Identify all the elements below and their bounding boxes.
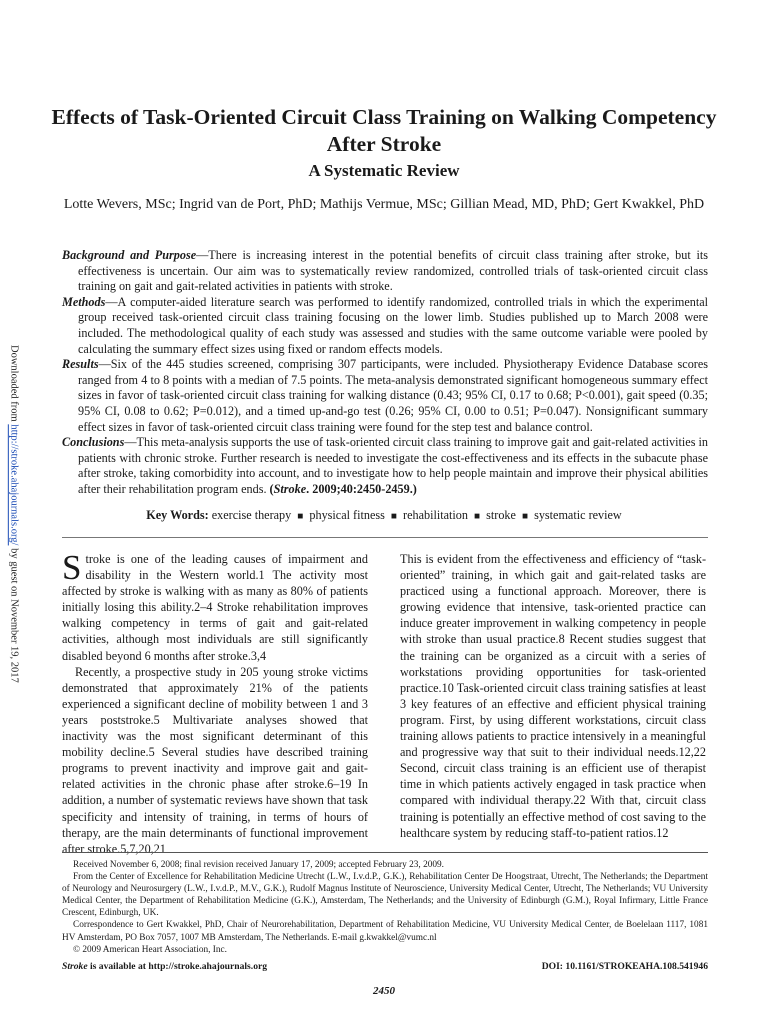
journal-footer — [62, 961, 708, 973]
paragraph-text: troke is one of the leading causes of impairment and disability in the Western world.1 The activity most affected by stroke is walking with as many as 80% of patients initially losing this ability.2–4 Stroke rehabilitation improves walking competency in terms of gait and gait-related activities, although most individuals are still significantly disabled beyond 6 months after stroke.3,4 — [62, 552, 368, 663]
citation-open: ( — [269, 481, 274, 496]
body-paragraph: Recently, a prospective study in 205 young stroke victims demonstrated that approximately 21% of the patients experienced a significant decline of mobility between 1 and 3 years poststroke.5 Multivariate analyses showed that inactivity was the most significant determinant of this mobility decline.5 Several studies have described training programs to prevent inactivity and improve gait and gait-related activities in the chronic phase after stroke.6–19 In addition, a number of systematic reviews have shown that task specificity and intensity of training, in terms of hours of therapy, are the main determinants of functional improvement after stroke.5,7,20,21 — [62, 664, 368, 856]
page-number: 2450 — [373, 985, 395, 997]
conclusions-text: —This meta-analysis supports the use of task-oriented circuit class training to improve gait and gait-related activities in patients with chronic stroke. Further research is needed to investigate the cost-effectiveness and its effects in the subacute phase after stroke, taking comorbidity into account, and to investigate how to help people maintain and improve their physical abilities after their rehabilitation program ends. — [78, 435, 708, 496]
keywords-label: Key Words: — [146, 508, 209, 522]
keyword: rehabilitation — [403, 508, 468, 522]
conclusions-heading: Conclusions — [62, 435, 125, 450]
body-paragraph — [62, 548, 368, 664]
abstract-background — [62, 248, 708, 295]
doi: DOI: 10.1161/STROKEAHA.108.541946 — [541, 961, 708, 972]
background-heading: Background and Purpose — [62, 248, 197, 262]
abstract — [62, 248, 708, 498]
keyword: stroke — [486, 508, 516, 522]
citation-journal: Stroke — [273, 481, 307, 496]
abstract-divider — [62, 537, 708, 538]
footnote-divider — [62, 852, 708, 853]
results-heading: Results — [62, 357, 99, 372]
watermark-suffix: by guest on November 19, 2017 — [8, 545, 20, 683]
article-subtitle: A Systematic Review — [308, 161, 460, 180]
keyword: physical fitness — [309, 508, 385, 522]
journal-site-link[interactable]: http://stroke.ahajournals.org/ — [8, 424, 20, 546]
keyword-separator: ■ — [297, 511, 304, 522]
drop-cap: S — [62, 548, 82, 587]
keyword: exercise therapy — [211, 508, 292, 522]
correspondence: Correspondence to Gert Kwakkel, PhD, Chair of Neurorehabilitation, Department of Rehabilitation Medicine, VU University Medical Center, de Boelelaan 1117, 1081 HV Amsterdam, PO Box 7057, 1007 MB Amsterdam, The Netherlands. E-mail g.kwakkel@vumc.nl — [62, 920, 708, 943]
footer-availability: is available at http://stroke.ahajournals.org — [87, 961, 268, 972]
author-list: Lotte Wevers, MSc; Ingrid van de Port, PhD; Mathijs Vermue, MSc; Gillian Mead, MD, PhD; Gert Kwakkel, PhD — [63, 197, 705, 212]
body-column-left — [62, 548, 368, 857]
body-paragraph: This is evident from the effectiveness and efficiency of “task-oriented” training, in which gait and gait-related tasks are practiced using a functional approach. Moreover, there is growing evidence that intensive, task-oriented practice can induce greater improvement in walking competency in people with stroke than usual practice.8 Recent studies suggest that the training can be organized as a circuit with a series of workstations providing opportunities for task-oriented practice.10 Task-oriented circuit class training satisfies at least 3 key features of an effective and efficient physical training program. First, by using different workstations, circuit class training allows patients to practice intensively in a meaningful and progressive way that suit to their individual needs.12,22 Second, circuit class training is an efficient use of therapist time in which patients actively engaged in task practice when compared with individual therapy.22 With that, circuit class training is potentially an effective method of cost saving to the healthcare system by reducing staff-to-patient ratios.12 — [400, 552, 706, 840]
abstract-conclusions — [62, 435, 708, 497]
results-text: —Six of the 445 studies screened, comprising 307 participants, were included. Physiotherapy Evidence Database scores ranged from 4 to 8 points with a median of 7.5 points. The meta-analysis demonstrated significant homogeneous summary effect sizes in favor of task-oriented circuit class training for walking distance (0.43; 95% CI, 0.17 to 0.68; P<0.001), gait speed (0.35; 95% CI, 0.08 to 0.62; P=0.012), and a timed up-and-go test (0.26; 95% CI, 0.00 to 0.51; P=0.047). Nonsignificant summary effect sizes in favor of task-oriented circuit class training were found for the step test and balance control. — [78, 357, 708, 434]
article-title: Effects of Task-Oriented Circuit Class Training on Walking Competency After Stroke — [51, 105, 717, 156]
abstract-results — [62, 357, 708, 435]
background-text: —There is increasing interest in the potential benefits of circuit class training after stroke, but its effectiveness is uncertain. Our aim was to systematically review randomized, controlled trials of task-oriented circuit class training on gait and gait-related activities in patients with stroke. — [78, 248, 708, 294]
copyright: © 2009 American Heart Association, Inc. — [73, 944, 227, 955]
keyword-separator: ■ — [521, 511, 529, 522]
citation-details: . 2009;40:2450-2459.) — [306, 481, 417, 496]
methods-text: —A computer-aided literature search was performed to identify randomized, controlled trials in which the experimental group received task-oriented circuit class training focusing on the lower limb. Studies published up to March 2008 were included. The methodological quality of each study was assessed and studies with the same outcome variable were pooled by calculating the summary effect sizes using fixed or random effects models. — [78, 294, 708, 356]
keyword-separator: ■ — [474, 511, 481, 522]
download-watermark — [8, 345, 19, 683]
footnotes — [62, 859, 708, 956]
keywords-line — [40, 507, 728, 525]
body-column-right — [400, 551, 706, 841]
affiliations: From the Center of Excellence for Rehabilitation Medicine Utrecht (L.W., I.v.d.P., G.K.), Rehabilitation Center De Hoogstraat, Utrecht, The Netherlands; the Department of Neurology and Neurosurgery (L.W., I.v.d.P., M.V., G.K.), Rudolf Magnus Institute of Neuroscience, University Medical Center, Utrecht, The Netherlands; VU University Medical Center, the Department of Rehabilitation Medicine (G.K.), Amsterdam, The Netherlands; and the University of Edinburgh (G.M.), Royal Infirmary, Little France Crescent, Edinburgh, UK. — [62, 872, 708, 919]
abstract-methods — [62, 295, 708, 357]
keyword-separator: ■ — [390, 511, 397, 522]
footer-journal: Stroke — [62, 961, 88, 972]
methods-heading: Methods — [62, 294, 106, 309]
keyword: systematic review — [534, 508, 622, 522]
watermark-prefix: Downloaded from — [8, 345, 20, 425]
received-dates: Received November 6, 2008; final revision received January 17, 2009; accepted February 23, 2009. — [73, 860, 444, 870]
